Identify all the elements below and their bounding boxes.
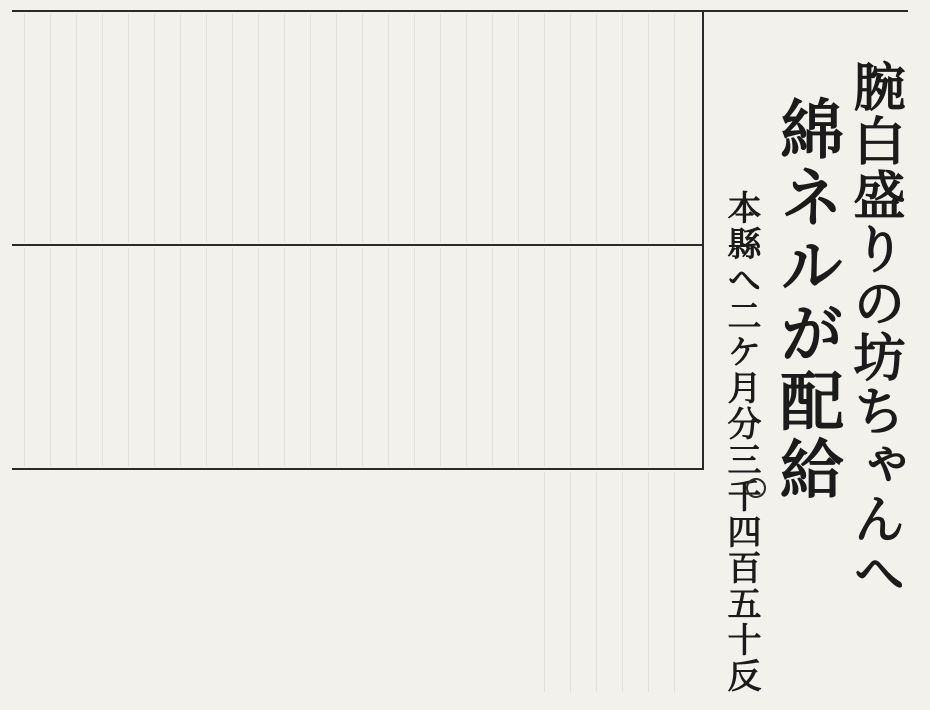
top-rule <box>12 10 908 12</box>
right-column-rule <box>702 12 704 470</box>
body-block-bottom <box>520 472 700 692</box>
deck: 本縣へ二ケ月分三千四百五十反 <box>721 190 761 694</box>
body-block-middle <box>14 248 700 466</box>
column-texture <box>520 472 700 692</box>
headline: 腕白盛りの坊ちゃんへ <box>844 60 905 600</box>
body-block-top <box>14 14 700 242</box>
subheadline: 綿ネルが配給 <box>769 96 844 504</box>
column-texture <box>14 248 700 466</box>
bottom-rule <box>12 468 702 470</box>
mid-rule <box>12 244 702 246</box>
column-texture <box>14 14 700 242</box>
seal-mark <box>746 478 766 498</box>
